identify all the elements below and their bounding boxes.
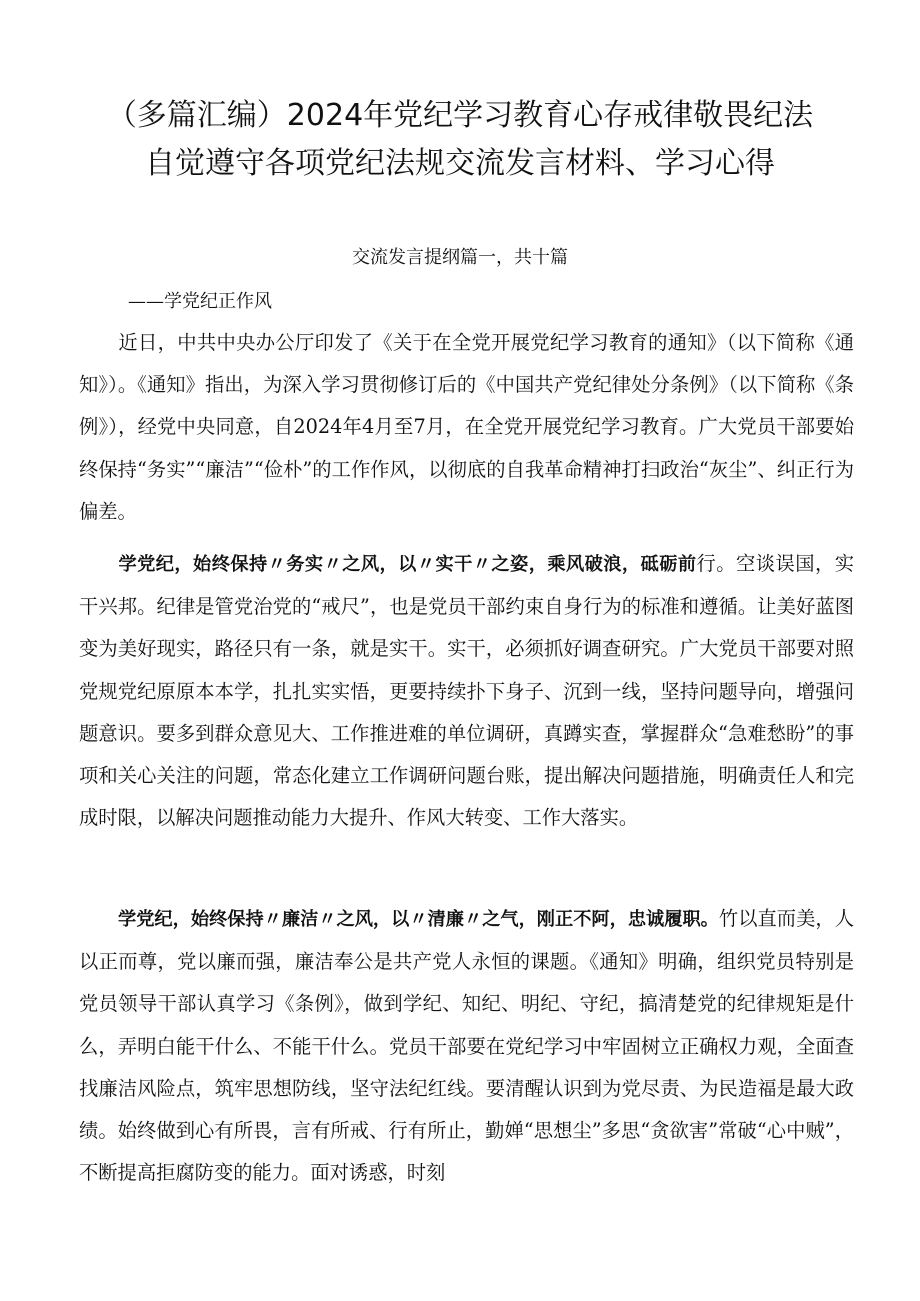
paragraph-2-lead: 学党纪，始终保持〃务实〃之风，以〃实干〃之姿，乘风破浪，砥砺前: [118, 554, 697, 575]
paragraph-1: [79, 322, 854, 533]
paragraph-1-text: 近日，中共中央办公厅印发了《关于在全党开展党纪学习教育的通知》（以下简称《通知》）。《通知》指出，为深入学习贯彻修订后的《中国共产党纪律处分条例》（以下简称《条例》），经党中央同意，自2024年4月至7月，在全党开展党纪学习教育。广大党员干部要始终保持“务实”“廉洁”“俭朴”的工作作风，以彻底的自我革命精神打扫政治“灰尘”、纠正行为偏差。: [79, 331, 854, 523]
paragraph-3: [79, 898, 854, 1194]
paragraph-3-lead: 学党纪，始终保持〃廉洁〃之风，以〃清廉〃之气，刚正不阿，忠诚履职。: [118, 909, 719, 930]
section-subtitle: 交流发言提纲篇一，共十篇: [352, 247, 568, 268]
document-title-line-2: 自觉遵守各项党纪法规交流发言材料、学习心得: [145, 146, 775, 181]
paragraph-2-text: 行。空谈误国，实干兴邦。纪律是管党治党的“戒尺”，也是党员干部约束自身行为的标准和遵循。让美好蓝图变为美好现实，路径只有一条，就是实干。实干，必须抓好调查研究。广大党员干部要对照党规党纪原原本本学，扎扎实实悟，更要持续扑下身子、沉到一线，坚持问题导向，增强问题意识。要多到群众意见大、工作推进难的单位调研，真蹲实查，掌握群众“急难愁盼”的事项和关心关注的问题，常态化建立工作调研问题台账，提出解决问题措施，明确责任人和完成时限，以解决问题推动能力大提升、作风大转变、工作大落实。: [79, 552, 854, 830]
paragraph-3-text: 竹以直而美，人以正而尊，党以廉而强，廉洁奉公是共产党人永恒的课题。《通知》明确，组织党员特别是党员领导干部认真学习《条例》，做到学纪、知纪、明纪、守纪，搞清楚党的纪律规矩是什么，弄明白能干什么、不能干什么。党员干部要在党纪学习中牢固树立正确权力观，全面查找廉洁风险点，筑牢思想防线，坚守法纪红线。要清醒认识到为党尽责、为民造福是最大政绩。始终做到心有所畏，言有所戒、行有所止，勤婵“思想尘”多思“贪欲害”常破“心中贼”，不断提高拒腐防变的能力。面对诱惑，时刻: [79, 907, 854, 1185]
paragraph-2: [79, 543, 854, 839]
section-heading: ——学党纪正作风: [128, 291, 272, 312]
document-title-line-1: （多篇汇编）2024年党纪学习教育心存戒律敬畏纪法: [106, 98, 814, 133]
